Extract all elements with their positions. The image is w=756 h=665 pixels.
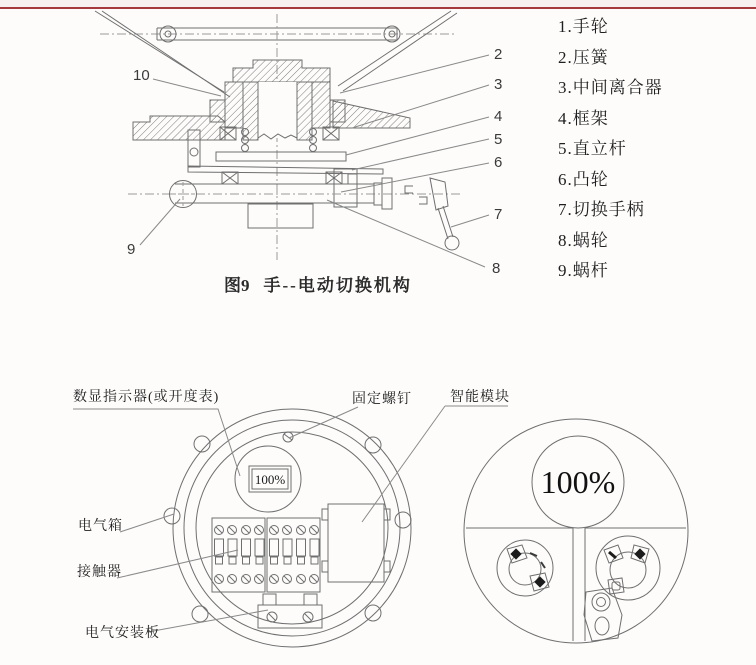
parts-list-item: 9.蜗杆 — [558, 261, 609, 280]
label-leaders — [73, 406, 508, 632]
label-plate: 电气安装板 — [85, 626, 160, 641]
electric-box-drawing — [0, 370, 756, 665]
callout-2: 2 — [494, 46, 503, 63]
locking-latch — [584, 588, 622, 641]
parts-list — [558, 12, 748, 287]
worm-shaft-section — [128, 172, 462, 250]
label-box: 电气箱 — [78, 519, 123, 534]
label-contactor: 接触器 — [77, 565, 122, 580]
electric-box-open-view — [164, 409, 411, 647]
parts-list-item: 7.切换手柄 — [558, 200, 645, 219]
selector-knob-left — [497, 540, 553, 596]
parts-list-item: 8.蜗轮 — [558, 230, 609, 250]
label-module: 智能模块 — [450, 390, 510, 405]
contactor-terminal-blocks — [212, 518, 320, 592]
callout-3: 3 — [494, 76, 503, 93]
callout-9: 9 — [127, 241, 136, 258]
hub-clutch-section — [210, 14, 345, 260]
label-screw: 固定螺钉 — [352, 392, 412, 407]
frame-section — [188, 130, 383, 207]
electric-box-cover-view — [464, 419, 688, 643]
callout-7: 7 — [494, 206, 503, 223]
mounting-plate-bracket — [258, 594, 322, 628]
parts-list-item: 1.手轮 — [558, 17, 609, 36]
parts-list-item: 4.框架 — [558, 108, 609, 128]
parts-list-item: 2.压簧 — [558, 47, 609, 67]
hand-electric-mechanism-drawing — [0, 0, 560, 300]
figure-caption — [224, 271, 504, 296]
parts-list-item: 5.直立杆 — [558, 139, 627, 158]
figure-labels — [73, 388, 615, 641]
panel-value: 100% — [540, 464, 616, 500]
selector-knob-right — [596, 536, 660, 600]
callout-4: 4 — [494, 108, 503, 125]
parts-list-item: 3.中间离合器 — [558, 78, 663, 97]
display-value: 100% — [254, 472, 286, 487]
figure-number: 图9 — [224, 276, 250, 295]
parts-list-item: 6.凸轮 — [558, 169, 609, 189]
label-display: 数显指示器(或开度表) — [73, 390, 220, 405]
smart-module — [322, 504, 390, 582]
callout-5: 5 — [494, 131, 503, 148]
callout-6: 6 — [494, 154, 503, 171]
callout-10: 10 — [133, 67, 150, 84]
callout-8: 8 — [492, 260, 501, 277]
figure-title: 手--电动切换机构 — [263, 276, 412, 295]
